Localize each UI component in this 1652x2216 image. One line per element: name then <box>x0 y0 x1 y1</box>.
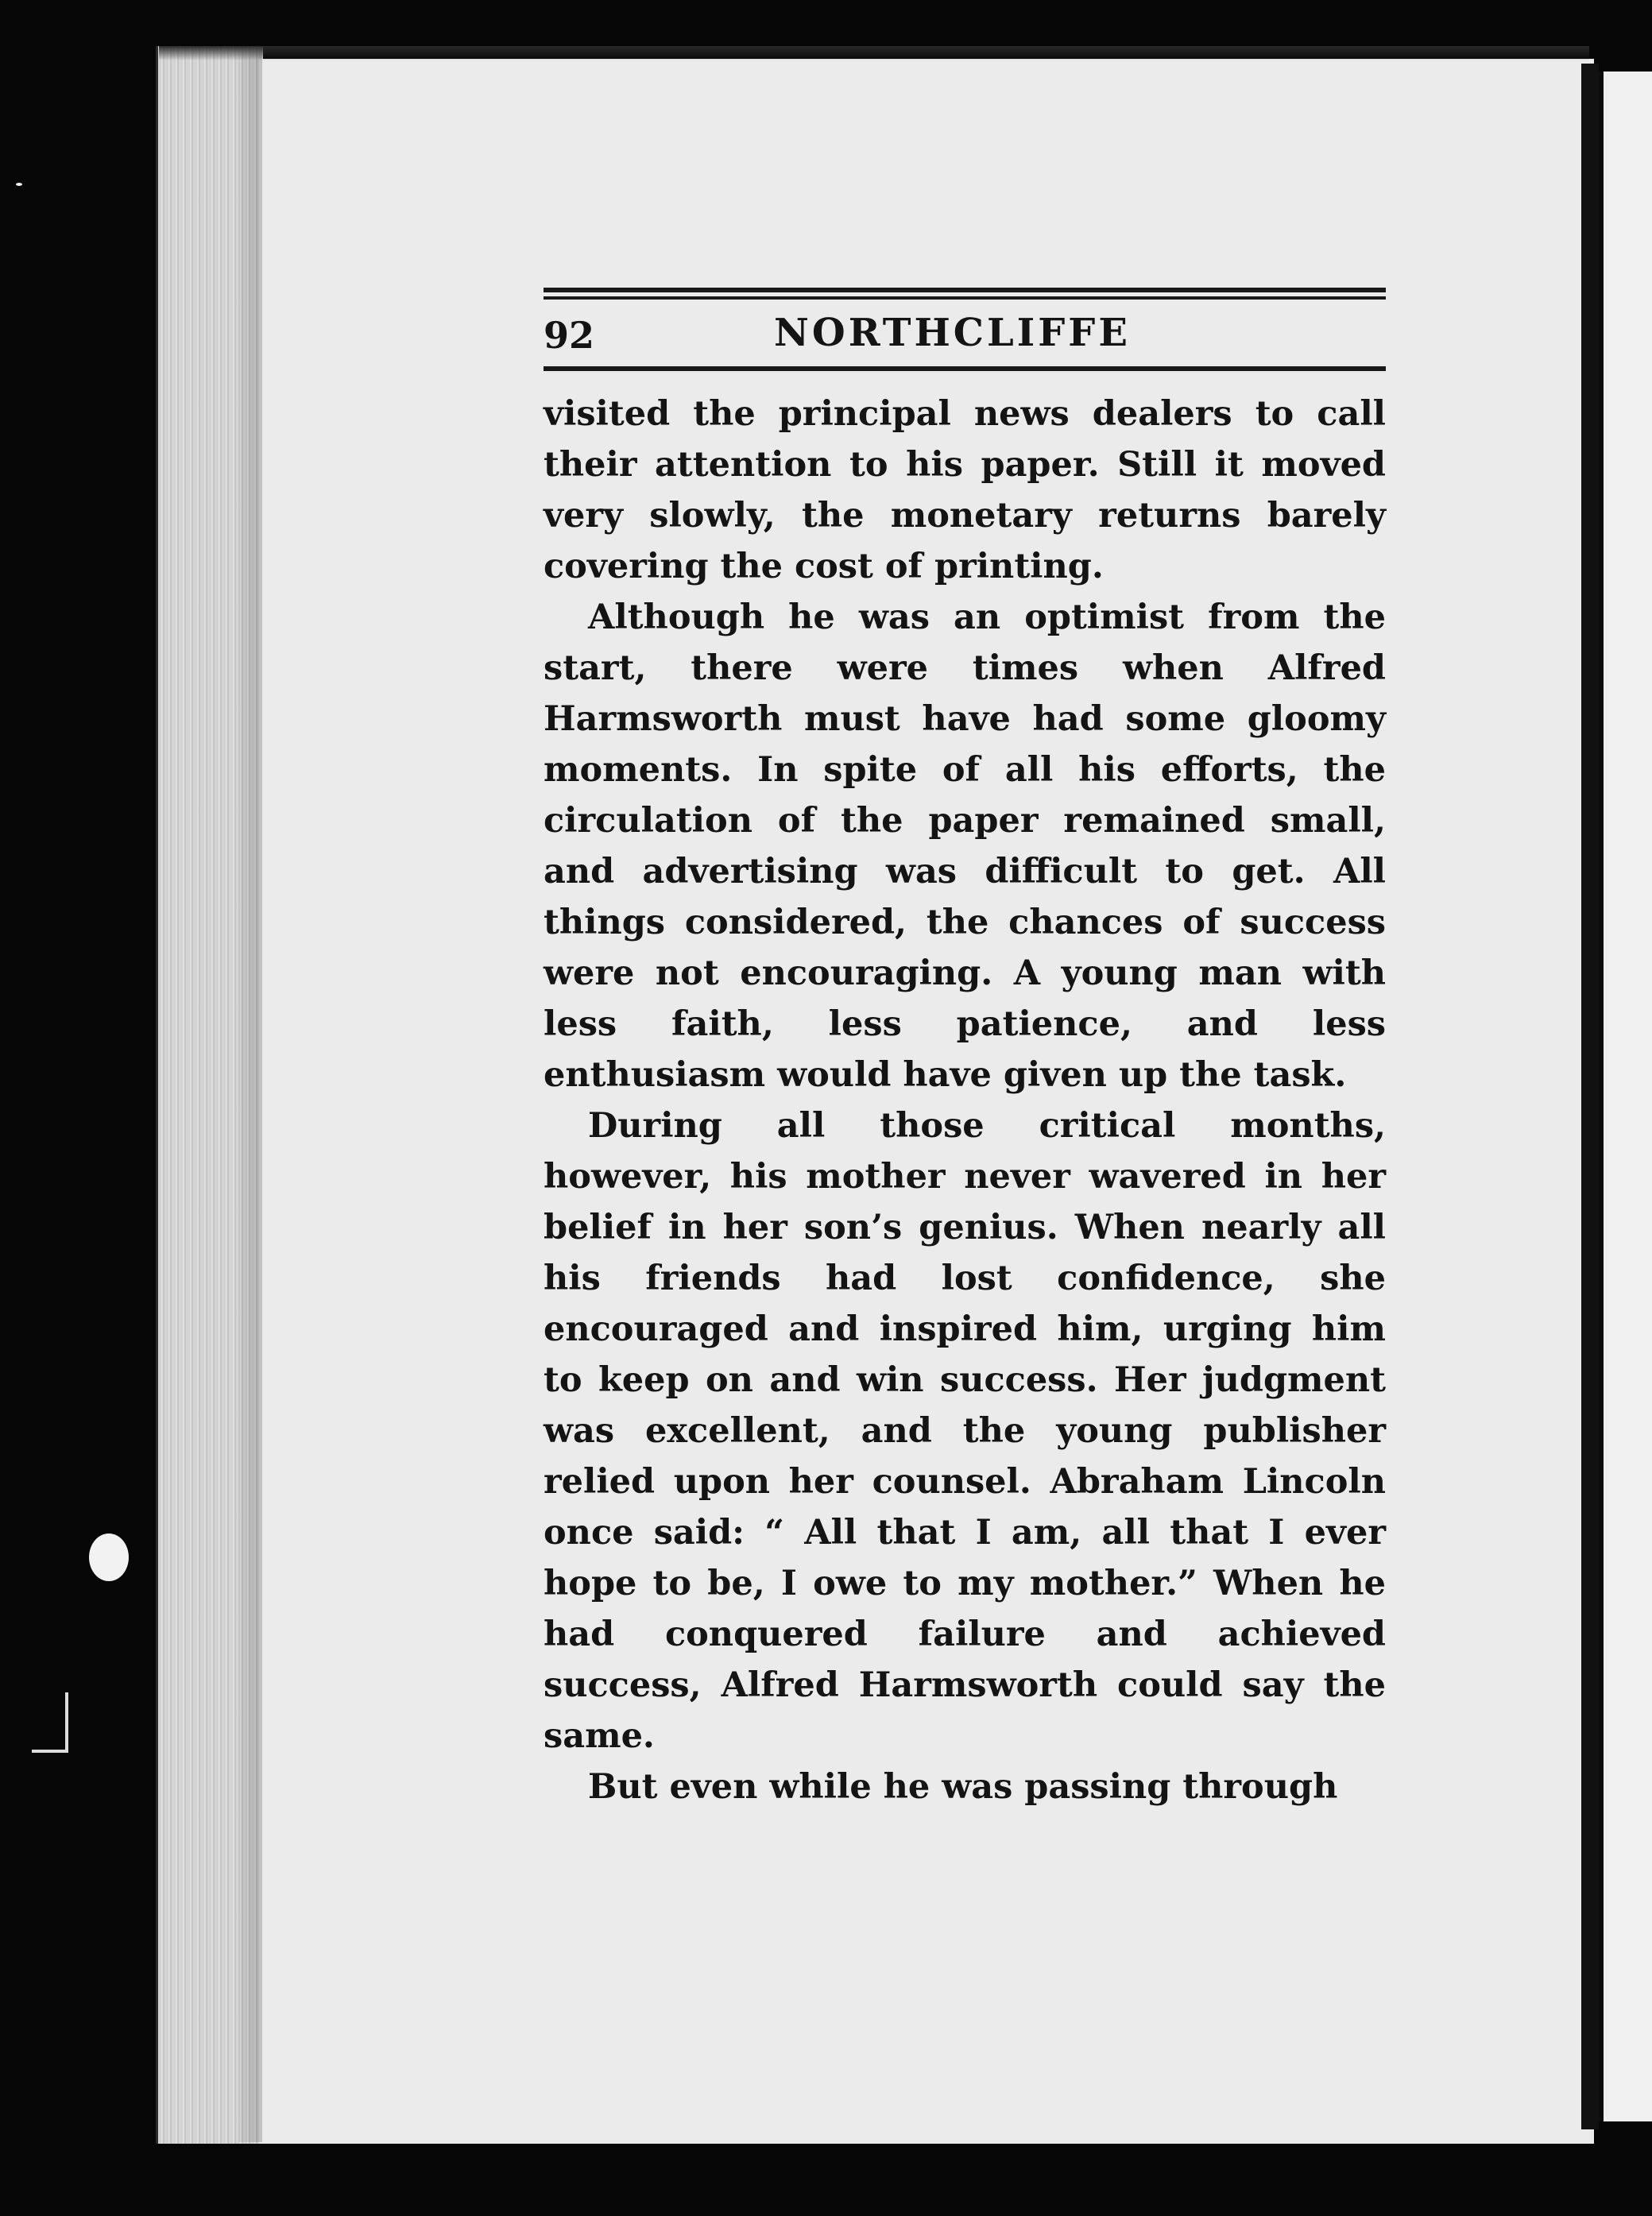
header-rule-bottom <box>544 366 1386 371</box>
paragraph: Although he was an optimist from the start, there were times when Alfred Harmsworth must have had some gloomy moments. In spite of all his efforts, the circulation of the paper remained small, and advertising was difficult to get. All things considered, the chances of success were not encouraging. A young man with less faith, less patience, and less enthusiasm would have given up the task. <box>544 598 1386 1095</box>
paragraph: But even while he was passing through <box>588 1767 1338 1807</box>
top-shadow <box>159 46 1589 60</box>
running-head <box>544 300 1386 366</box>
page-number: 92 <box>544 314 595 357</box>
header-rule-top <box>544 288 1386 292</box>
page-edges-shadow <box>238 48 262 2142</box>
text-block <box>544 288 1386 1812</box>
margin-speck <box>89 1533 129 1581</box>
binding-strip <box>1581 64 1599 2129</box>
margin-bracket-mark <box>32 1692 68 1753</box>
running-title: NORTHCLIFFE <box>774 311 1131 355</box>
paragraph: visited the principal news dealers to call their attention to his paper. Still it moved very slowly, the monetary returns barely covering the cost of printing. <box>544 394 1386 586</box>
margin-speck <box>16 183 22 186</box>
paragraph: During all those critical months, however, his mother never wavered in her belief in her son’s genius. When nearly all his friends had lost confidence, she encouraged and inspired him, urging him to keep on and win success. Her judgment was excellent, and the young publisher relied upon her counsel. Abraham Lincoln once said: “ All that I am, all that I ever hope to be, I owe to my mother.” When he had conquered failure and achieved success, Alfred Harmsworth could say the same. <box>544 1106 1386 1756</box>
next-page-edge <box>1599 72 1652 2121</box>
body-text <box>544 389 1386 1812</box>
